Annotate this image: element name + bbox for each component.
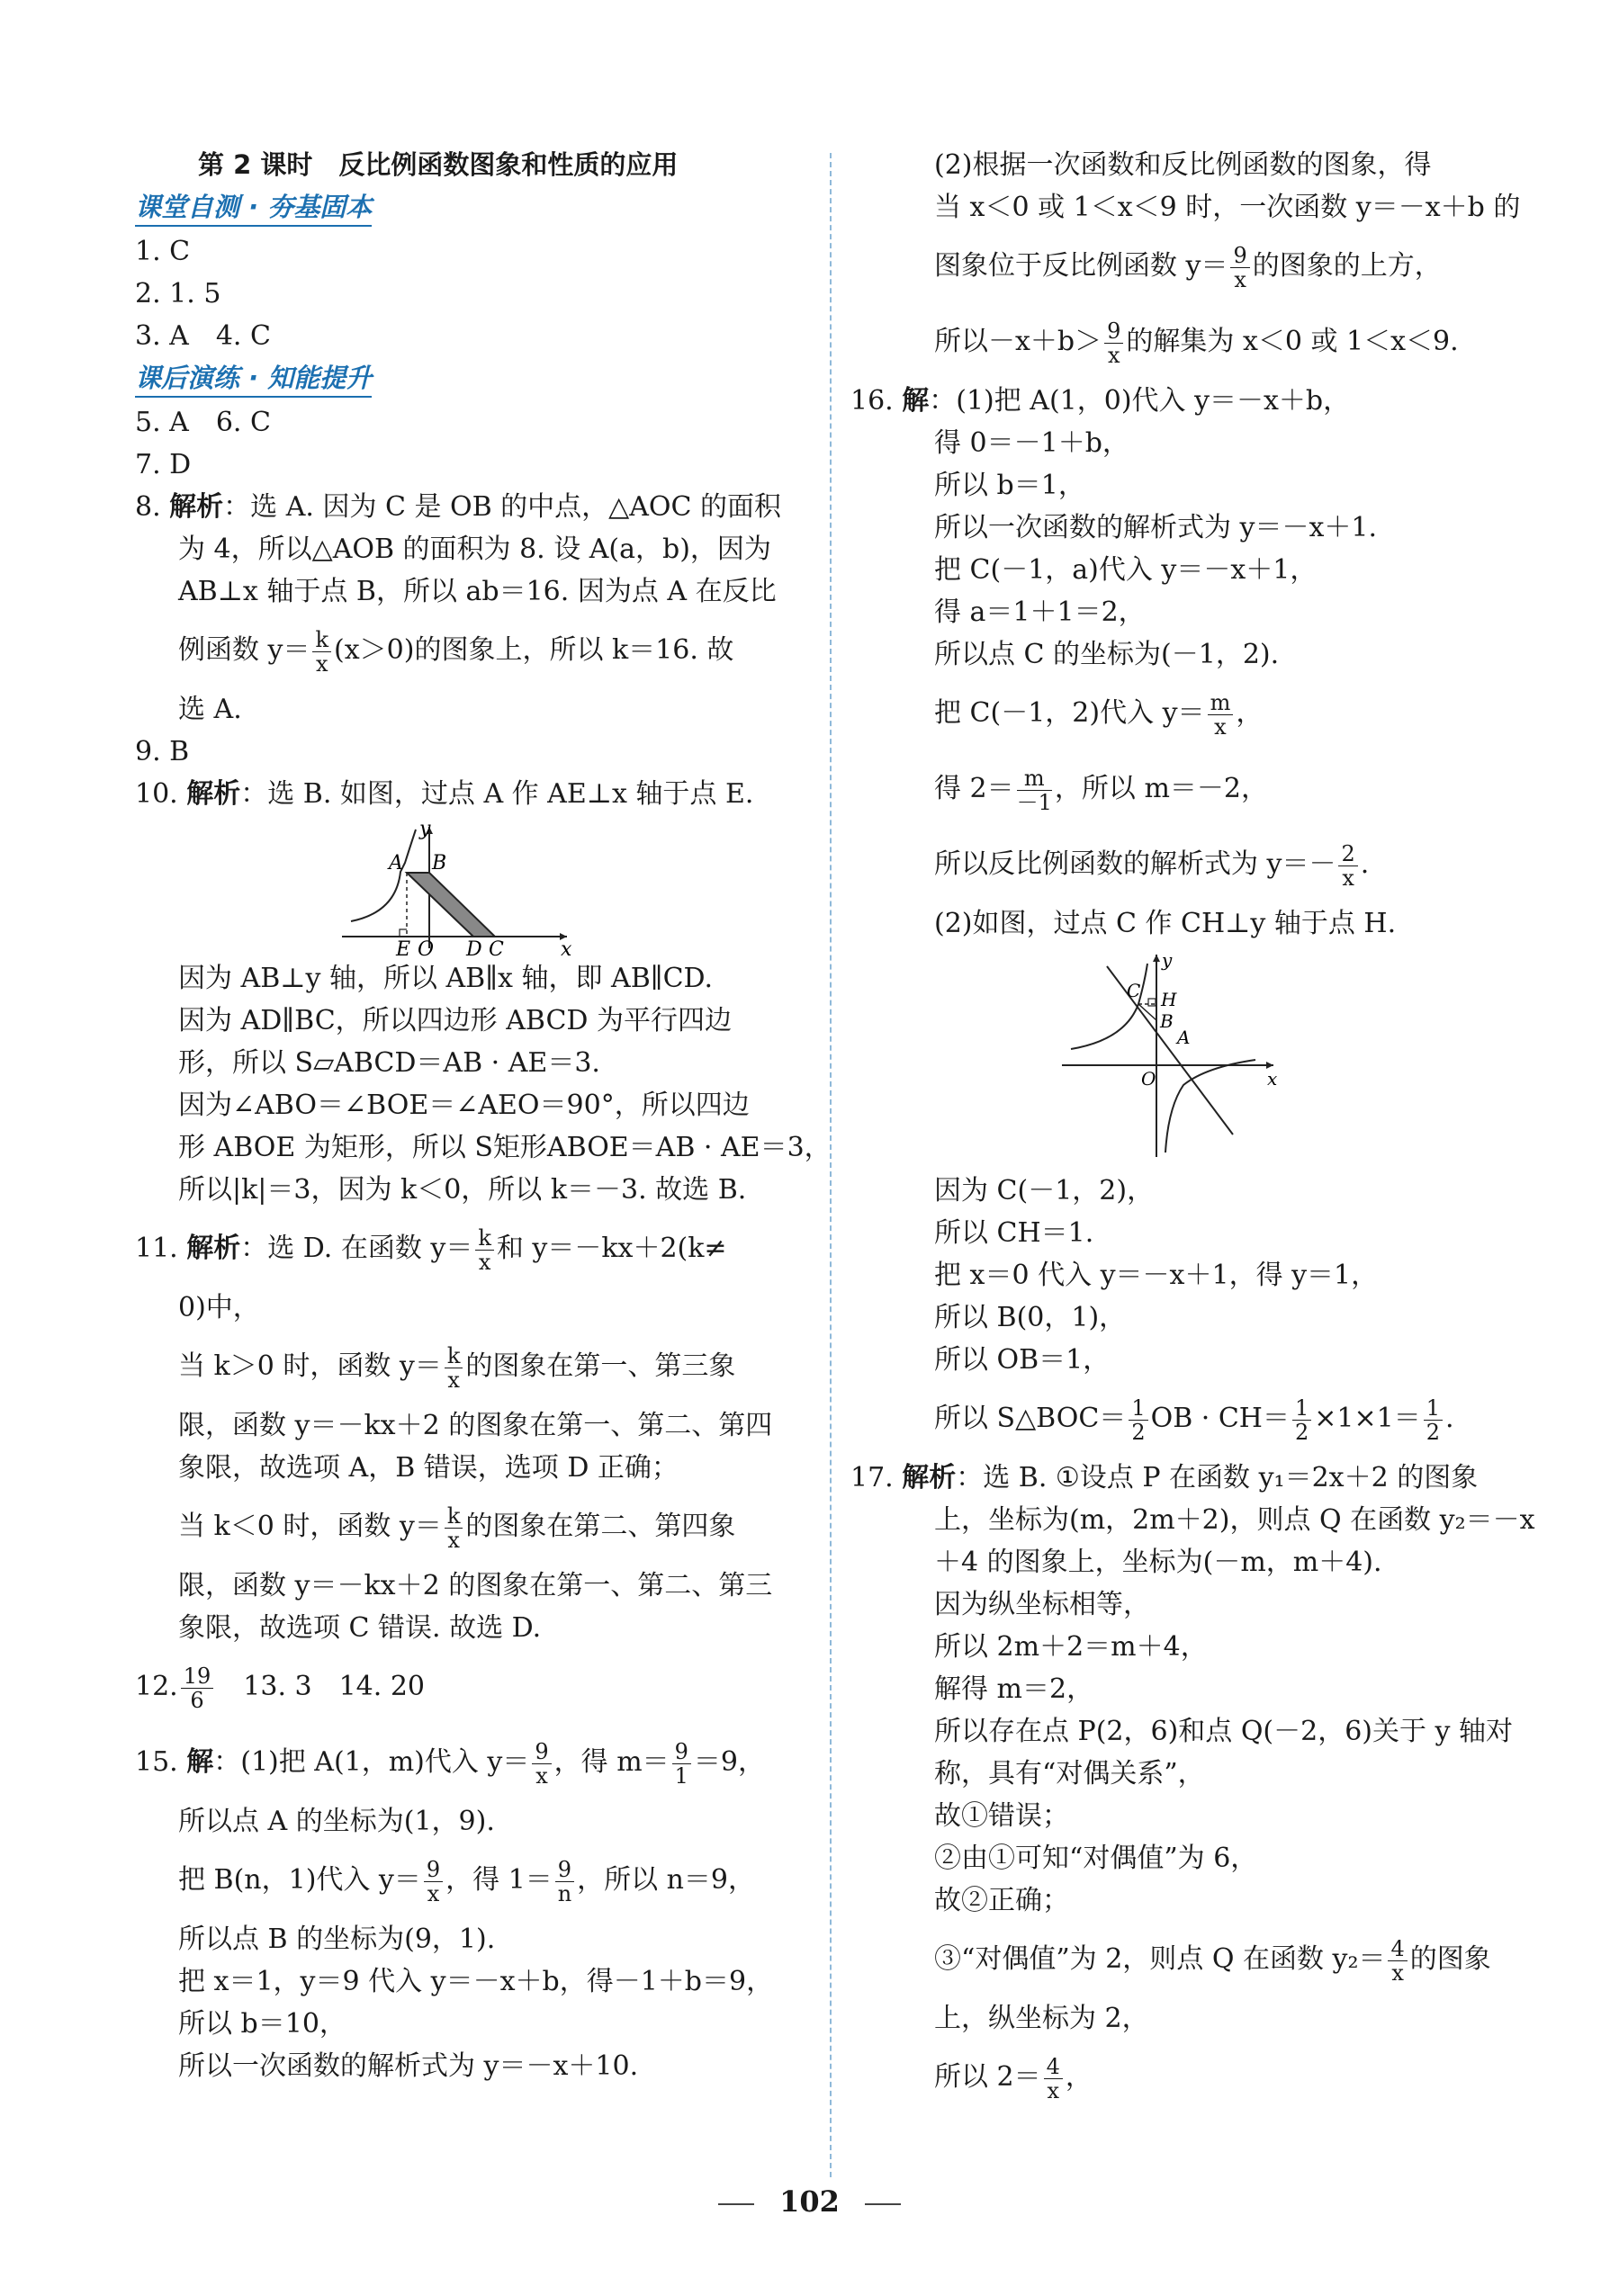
analysis-label: 解析: [169, 491, 224, 523]
left-column: [135, 144, 832, 2087]
fraction: $\frac{4}{x}$: [1044, 2055, 1063, 2103]
q15-line: 所以点 A 的坐标为(1，9).: [178, 1806, 495, 1837]
analysis-label: 解析: [186, 778, 241, 810]
page-number: 102: [779, 2184, 840, 2219]
q16-line: 得 a＝1＋1＝2，: [934, 596, 1146, 628]
solution-label: 解: [902, 385, 930, 417]
q8-line: 为 4，所以△AOB 的面积为 8. 设 A(a，b)，因为: [178, 534, 771, 565]
svg-text:A: A: [389, 852, 403, 874]
q17-line: 解得 m＝2，: [934, 1673, 1094, 1705]
q11-line: 限，函数 y＝－kx＋2 的图象在第一、第二、第四: [178, 1410, 773, 1441]
q15-line: 把 B(n，1)代入 y＝ $\frac{9}{x}$ ，得 1＝ $\frac{9}{n}$ ，所以 n＝9，: [178, 1856, 756, 1906]
q11-line: 0)中，: [178, 1292, 260, 1323]
q11-line: 当 k＞0 时，函数 y＝ $\frac{k}{x}$ 的图象在第一、第三象: [178, 1342, 736, 1393]
svg-text:O: O: [1141, 1068, 1156, 1090]
answer-line: 7. D: [135, 449, 192, 480]
q15-cont-line: 所以－x＋b＞ $\frac{9}{x}$ 的解集为 x＜0 或 1＜x＜9.: [934, 318, 1459, 368]
hyperbola-curve: [351, 830, 416, 921]
q17-line: 称，具有“对偶关系”，: [934, 1758, 1205, 1789]
svg-text:x: x: [1267, 1068, 1278, 1090]
q16-line: (2)如图，过点 C 作 CH⊥y 轴于点 H.: [934, 908, 1397, 939]
q10-line: 因为 AB⊥y 轴，所以 AB∥x 轴，即 AB∥CD.: [178, 963, 714, 994]
q17-line: ②由①可知“对偶值”为 6，: [934, 1843, 1258, 1874]
parallelogram-abcd: [407, 873, 495, 937]
q8-text: ：选 A. 因为 C 是 OB 的中点，△AOC 的面积: [223, 491, 782, 523]
q16-line: 因为 C(－1，2)，: [934, 1175, 1155, 1206]
svg-text:E: E: [396, 938, 411, 957]
q8-line: [135, 486, 819, 528]
q16-line: 16. 解：(1)把 A(1，0)代入 y＝－x＋b，: [850, 385, 1351, 417]
svg-text:D: D: [466, 938, 482, 957]
fraction: $\frac{19}{6}$: [181, 1664, 214, 1712]
hyperbola-branch-right: [1165, 1060, 1255, 1152]
footer-dash-right: [865, 2203, 901, 2205]
svg-text:O: O: [418, 938, 435, 957]
section-heading-2: 课后演练 · 知能提升: [135, 360, 372, 398]
q-number: 8.: [135, 491, 170, 523]
q17-line: 所以存在点 P(2，6)和点 Q(－2，6)关于 y 轴对: [934, 1716, 1514, 1747]
lesson-title: 第 2 课时 反比例函数图象和性质的应用: [198, 149, 679, 180]
q15-line: 把 x＝1，y＝9 代入 y＝－x＋b，得－1＋b＝9，: [178, 1966, 774, 1997]
q15-cont-line: (2)根据一次函数和反比例函数的图象，得: [934, 149, 1432, 181]
answer-line: 9. B: [135, 736, 190, 767]
answer-line: 5. A 6. C: [135, 407, 271, 438]
q10-line: 10. 解析：选 B. 如图，过点 A 作 AE⊥x 轴于点 E.: [135, 778, 754, 810]
q16-line: 得 2＝ $\frac{m}{-1}$ ，所以 m＝－2，: [934, 765, 1268, 815]
analysis-label: 解析: [902, 1462, 957, 1493]
fraction: $\frac{4}{x}$: [1388, 1937, 1407, 1985]
q16-line: 所以 B(0，1)，: [934, 1302, 1127, 1333]
q10-line: 因为 AD∥BC，所以四边形 ABCD 为平行四边: [178, 1005, 733, 1036]
q10-line: 所以|k|＝3，因为 k＜0，所以 k＝－3. 故选 B.: [178, 1174, 747, 1206]
q15-line: 所以点 B 的坐标为(9，1).: [178, 1924, 496, 1955]
q16-line: 把 C(－1，2)代入 y＝ $\frac{m}{x}$ ，: [934, 689, 1264, 740]
svg-text:x: x: [561, 938, 572, 957]
fraction: $\frac{1}{2}$: [1292, 1396, 1311, 1444]
fraction: $\frac{m}{-1}$: [1016, 765, 1052, 815]
figure-q16: [891, 950, 1521, 1166]
fraction: $\frac{9}{x}$: [1230, 244, 1249, 291]
q16-line: 把 x＝0 代入 y＝－x＋1，得 y＝1，: [934, 1260, 1379, 1291]
q16-line: 所以 b＝1，: [934, 470, 1085, 501]
fraction: $\frac{9}{x}$: [532, 1740, 551, 1788]
fraction: $\frac{k}{x}$: [475, 1226, 494, 1274]
answer-line: 1. C: [135, 236, 191, 267]
q17-line: 上，纵坐标为 2，: [934, 2003, 1149, 2034]
svg-text:C: C: [1127, 980, 1141, 1001]
right-column: [850, 144, 1535, 2115]
q17-line: 所以 2m＋2＝m＋4，: [934, 1631, 1208, 1663]
q15-line: 15. 解：(1)把 A(1，m)代入 y＝ $\frac{9}{x}$ ，得 m＝ $\frac{9}{1}$ ＝9，: [135, 1738, 766, 1789]
svg-text:y: y: [419, 822, 431, 840]
q15-line: 所以一次函数的解析式为 y＝－x＋10.: [178, 2050, 639, 2082]
q11-line: 象限，故选项 C 错误. 故选 D.: [178, 1612, 542, 1644]
q10-line: 因为∠ABO＝∠BOE＝∠AEO＝90°，所以四边: [178, 1090, 750, 1121]
q16-line: 所以点 C 的坐标为(－1，2).: [934, 639, 1280, 670]
svg-text:A: A: [1177, 1027, 1191, 1048]
q17-line: ③“对偶值”为 2，则点 Q 在函数 y₂＝ $\frac{4}{x}$ 的图象: [934, 1935, 1491, 1986]
q8-line: AB⊥x 轴于点 B，所以 ab＝16. 因为点 A 在反比: [178, 576, 777, 607]
fraction: $\frac{9}{x}$: [424, 1858, 443, 1906]
svg-text:y: y: [1162, 950, 1173, 971]
fraction: $\frac{1}{2}$: [1424, 1396, 1443, 1444]
q16-line: 所以 S△BOC＝ $\frac{1}{2}$ OB · CH＝ $\frac{1}{2}$ ×1×1＝ $\frac{1}{2}$ .: [934, 1395, 1454, 1445]
svg-text:B: B: [432, 852, 447, 874]
q15-cont-line: 当 x＜0 或 1＜x＜9 时，一次函数 y＝－x＋b 的: [934, 192, 1521, 223]
svg-text:H: H: [1161, 989, 1177, 1010]
section-heading-1: 课堂自测 · 夯基固本: [135, 189, 372, 227]
q11-line: 当 k＜0 时，函数 y＝ $\frac{k}{x}$ 的图象在第二、第四象: [178, 1502, 736, 1553]
figure-q10: [135, 822, 819, 957]
q16-line: 所以反比例函数的解析式为 y＝－ $\frac{2}{x}$ .: [934, 840, 1370, 891]
q17-line: ＋4 的图象上，坐标为(－m，m＋4).: [934, 1547, 1382, 1578]
q16-line: 把 C(－1，a)代入 y＝－x＋1，: [934, 554, 1318, 586]
q10-line: 形，所以 S▱ABCD＝AB · AE＝3.: [178, 1047, 600, 1079]
q17-line: 所以 2＝ $\frac{4}{x}$ ，: [934, 2053, 1093, 2103]
q17-line: 17. 解析：选 B. ①设点 P 在函数 y₁＝2x＋2 的图象: [850, 1462, 1479, 1493]
q11-line: 限，函数 y＝－kx＋2 的图象在第一、第二、第三: [178, 1570, 773, 1601]
q15-line: 所以 b＝10，: [178, 2008, 346, 2040]
fraction: $\frac{9}{n}$: [555, 1858, 574, 1906]
solution-label: 解: [186, 1746, 214, 1778]
q17-line: 因为纵坐标相等，: [934, 1589, 1150, 1620]
fraction: $\frac{9}{x}$: [1104, 319, 1123, 367]
fraction: $\frac{k}{x}$: [445, 1344, 463, 1392]
answer-line: 2. 1. 5: [135, 278, 221, 309]
q12-line: 12. $\frac{19}{6}$ 13. 3 14. 20: [135, 1663, 426, 1713]
q17-line: 故①错误；: [934, 1800, 1069, 1832]
footer-dash-left: [718, 2203, 754, 2205]
q10-line: 形 ABOE 为矩形，所以 S矩形ABOE＝AB · AE＝3，: [178, 1132, 832, 1163]
answer-line: 3. A 4. C: [135, 320, 271, 352]
q16-line: 所以 OB＝1，: [934, 1344, 1111, 1376]
q16-line: 所以一次函数的解析式为 y＝－x＋1.: [934, 512, 1378, 543]
q15-cont-line: 图象位于反比例函数 y＝ $\frac{9}{x}$ 的图象的上方，: [934, 242, 1442, 292]
q8-line: 选 A.: [178, 694, 242, 725]
fraction: $\frac{9}{1}$: [672, 1740, 691, 1788]
q8-line: 例函数 y＝ $\frac{k}{x}$ (x＞0)的图象上，所以 k＝16. 故: [178, 626, 734, 677]
q11-line: 象限，故选项 A，B 错误，选项 D 正确；: [178, 1452, 679, 1484]
q16-line: 所以 CH＝1.: [934, 1217, 1094, 1249]
svg-text:C: C: [489, 938, 504, 957]
svg-text:B: B: [1160, 1010, 1174, 1032]
fraction: $\frac{m}{x}$: [1208, 691, 1234, 739]
q17-line: 故②正确；: [934, 1885, 1069, 1916]
fraction: $\frac{1}{2}$: [1129, 1396, 1147, 1444]
page-footer: [0, 2184, 1619, 2219]
analysis-label: 解析: [186, 1233, 241, 1264]
q16-line: 得 0＝－1＋b，: [934, 427, 1129, 459]
q17-line: 上，坐标为(m，2m＋2)，则点 Q 在函数 y₂＝－x: [934, 1504, 1535, 1536]
fraction: $\frac{2}{x}$: [1338, 842, 1357, 890]
fraction: $\frac{k}{x}$: [445, 1504, 463, 1552]
fraction: $\frac{k}{x}$: [312, 628, 331, 676]
q11-line: 11. 解析：选 D. 在函数 y＝ $\frac{k}{x}$ 和 y＝－kx＋2(k≠: [135, 1224, 727, 1275]
